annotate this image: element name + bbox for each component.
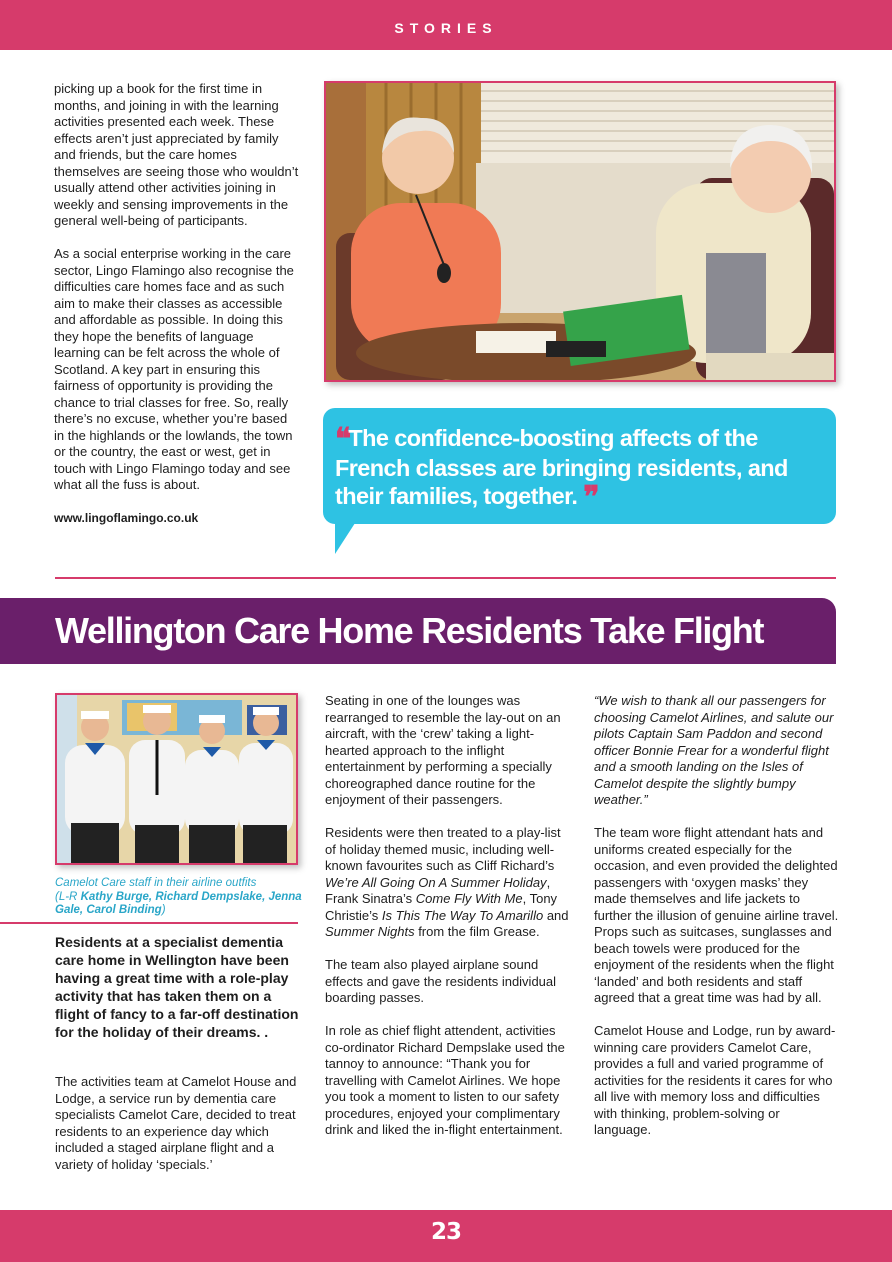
article-column-3 [594, 693, 839, 1155]
caption-divider [0, 922, 298, 924]
pull-quote-tail [335, 520, 357, 554]
article-quote-paragraph: “We wish to thank all our passengers for choosing Camelot Airlines, and salute our pilots Captain Sam Paddon and second officer Bonnie Frear for a wonderful flight and a smooth landing on the Isles of Camelot despite the slightly bumpy weather.” [594, 693, 834, 807]
article-paragraph: Camelot House and Lodge, run by award-winning care providers Camelot Care, provides a full and varied programme of activities for the residents it cares for who all live with memory loss and difficulties with thinking, problem-solving or language. [594, 1023, 836, 1137]
article-paragraph: The activities team at Camelot House and Lodge, a service run by dementia care specialists Camelot Care, decided to treat residents to an experience day which included a staged airplane flight and a variety of holiday ‘specials.’ [55, 1074, 297, 1172]
open-quote-icon: ❛❛ [335, 422, 349, 457]
article-column-1 [55, 1074, 300, 1190]
article-paragraph: The team wore flight attendant hats and uniforms created especially for the occasion, and even provided the delighted passengers with ‘oxygen masks’ they made themselves and life jackets to further the illusion of genuine airline travel. Props such as suitcases, sunglasses and beach towels were produced for the enjoyment of the residents when the flight ‘landed’ and both residents and staff agreed that a great time was had by all. [594, 825, 839, 1005]
article-paragraph: Residents were then treated to a play-list of holiday themed music, including well-known favourites such as Cliff Richard’s We’re All Going On A Summer Holiday, Frank Sinatra’s Come Fly With Me, Tony Christie’s Is This The Way To Amarillo and Summer Nights from the film Grease. [325, 825, 569, 939]
staff-photo [55, 693, 298, 865]
lead-paragraph: Residents at a specialist dementia care home in Wellington have been having a great time with a role-play activity that has taken them on a flight of fancy to a far-off destination for the holiday of their dreams. . [55, 934, 299, 1040]
top-article-paragraph: As a social enterprise working in the care sector, Lingo Flamingo also recognise the difficulties care homes face and as such aim to make their classes as accessible and affordable as possible. In doing this they hope the benefits of language learning can be felt across the whole of Scotland. A key part in ensuring this fairness of opportunity is providing the chance to trial classes for free. So, really there’s no excuse, whether you’re based in the highlands or the lowlands, the town or the country, the east or west, get in touch with Lingo Flamingo today and see what all the fuss is about. [54, 246, 294, 492]
top-article-paragraph: picking up a book for the first time in months, and joining in with the learning activities presented each week. These effects aren’t just appreciated by family and friends, but the care homes themselves are seeing those who wouldn’t usually attend other activities joining in weekly and sensing improvements in the general well-being of participants. [54, 81, 299, 228]
caption-line: Camelot Care staff in their airline outfits [55, 877, 257, 889]
footer-bar [0, 1210, 892, 1262]
photo-caption [55, 877, 305, 918]
section-label: STORIES [394, 20, 498, 36]
pull-quote-text: The confidence-boosting affects of the French classes are bringing residents, and their families, together. [335, 425, 788, 509]
headline-bar [0, 598, 836, 664]
caption-prefix: (L-R [55, 890, 81, 903]
section-divider [55, 577, 836, 579]
pull-quote [335, 422, 830, 515]
article-headline: Wellington Care Home Residents Take Flight [55, 610, 764, 651]
caption-suffix: ) [161, 904, 166, 916]
article-column-2 [325, 693, 570, 1155]
page-number: 23 [430, 1219, 461, 1245]
article-paragraph: The team also played airplane sound effects and gave the residents individual boarding passes. [325, 957, 557, 1005]
header-bar [0, 0, 892, 50]
article-paragraph: In role as chief flight attendent, activities co-ordinator Richard Dempslake used the tannoy to announce: “Thank you for travelling with Camelot Airlines. We hope you took a moment to listen to our safety procedures, enjoyed your complimentary drink and liked the in-flight entertainment. [325, 1023, 565, 1137]
article-paragraph: Seating in one of the lounges was rearranged to resemble the lay-out on an aircraft, with the ‘crew’ taking a light-hearted approach to the inflight entertainment by performing a specially choreographed dance routine for the enjoyment of their passengers. [325, 693, 561, 807]
caption-names-line [55, 891, 305, 918]
caption-names: Kathy Burge, Richard Dempslake, Jenna Gale, Carol Binding [55, 890, 302, 916]
residents-photo [324, 81, 836, 382]
website-link[interactable]: www.lingoflamingo.co.uk [54, 511, 199, 525]
top-article-column [54, 81, 299, 527]
close-quote-icon: ❜❜ [583, 480, 597, 515]
